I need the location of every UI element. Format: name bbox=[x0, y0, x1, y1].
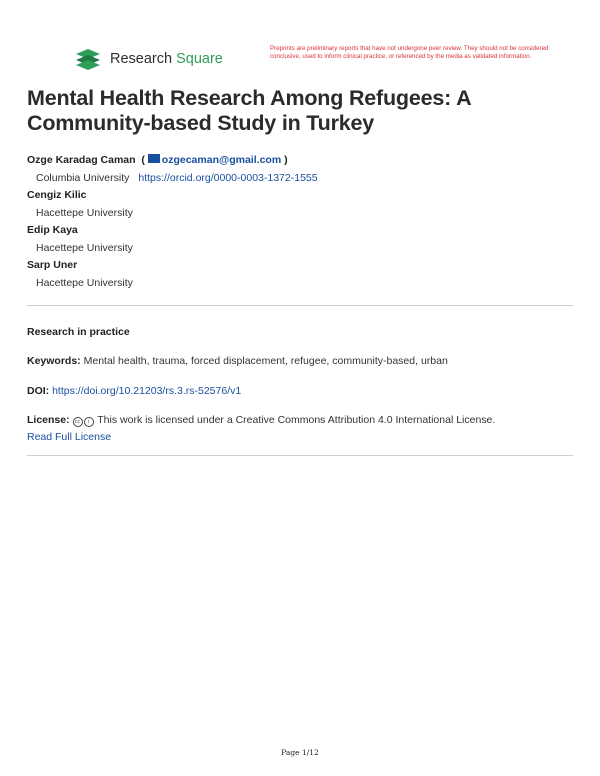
doi-label: DOI: bbox=[27, 385, 50, 397]
orcid-link[interactable]: https://orcid.org/0000-0003-1372-1555 bbox=[138, 171, 318, 184]
brand-name: Research Square bbox=[110, 51, 223, 67]
author-name: Edip Kaya bbox=[27, 224, 78, 236]
keywords-label: Keywords: bbox=[27, 355, 81, 367]
author-email-link[interactable]: ozgecaman@gmail.com bbox=[148, 154, 281, 166]
divider bbox=[27, 455, 573, 456]
doi bbox=[27, 383, 573, 400]
cc-icon: cc bbox=[73, 417, 83, 427]
by-icon: i bbox=[84, 417, 94, 427]
license-label: License: bbox=[27, 414, 70, 426]
license-text: This work is licensed under a Creative Commons Attribution 4.0 International License. bbox=[97, 414, 496, 426]
research-square-logo[interactable] bbox=[74, 48, 223, 70]
author-affiliation: Hacettepe University bbox=[36, 241, 133, 254]
keywords-value: Mental health, trauma, forced displacement, refugee, community-based, urban bbox=[83, 355, 448, 367]
page-number: Page 1/12 bbox=[281, 748, 319, 757]
author-name: Ozge Karadag Caman ( ozgecaman@gmail.com ) bbox=[27, 154, 288, 166]
article-type: Research in practice bbox=[27, 326, 130, 338]
envelope-icon bbox=[148, 154, 160, 163]
read-full-license-link[interactable]: Read Full License bbox=[27, 431, 112, 443]
paper-title: Mental Health Research Among Refugees: A Community-based Study in Turkey bbox=[27, 86, 471, 135]
author-name: Sarp Uner bbox=[27, 259, 78, 271]
author-list bbox=[27, 152, 318, 292]
license bbox=[27, 412, 573, 446]
doi-link[interactable]: https://doi.org/10.21203/rs.3.rs-52576/v1 bbox=[52, 385, 242, 397]
author-affiliation: Hacettepe University bbox=[36, 276, 133, 289]
preprint-disclaimer: Preprints are preliminary reports that have not undergone peer review. They should not be considered conclusive, used to inform clinical practice, or referenced by the media as validated information. bbox=[270, 45, 549, 60]
author-affiliation: Columbia University https://orcid.org/0000-0003-1372-1555 bbox=[36, 171, 318, 184]
research-square-logo-icon bbox=[74, 48, 104, 70]
divider bbox=[27, 305, 573, 306]
author-affiliation: Hacettepe University bbox=[36, 206, 133, 219]
keywords bbox=[27, 353, 573, 370]
author-name: Cengiz Kilic bbox=[27, 189, 87, 201]
